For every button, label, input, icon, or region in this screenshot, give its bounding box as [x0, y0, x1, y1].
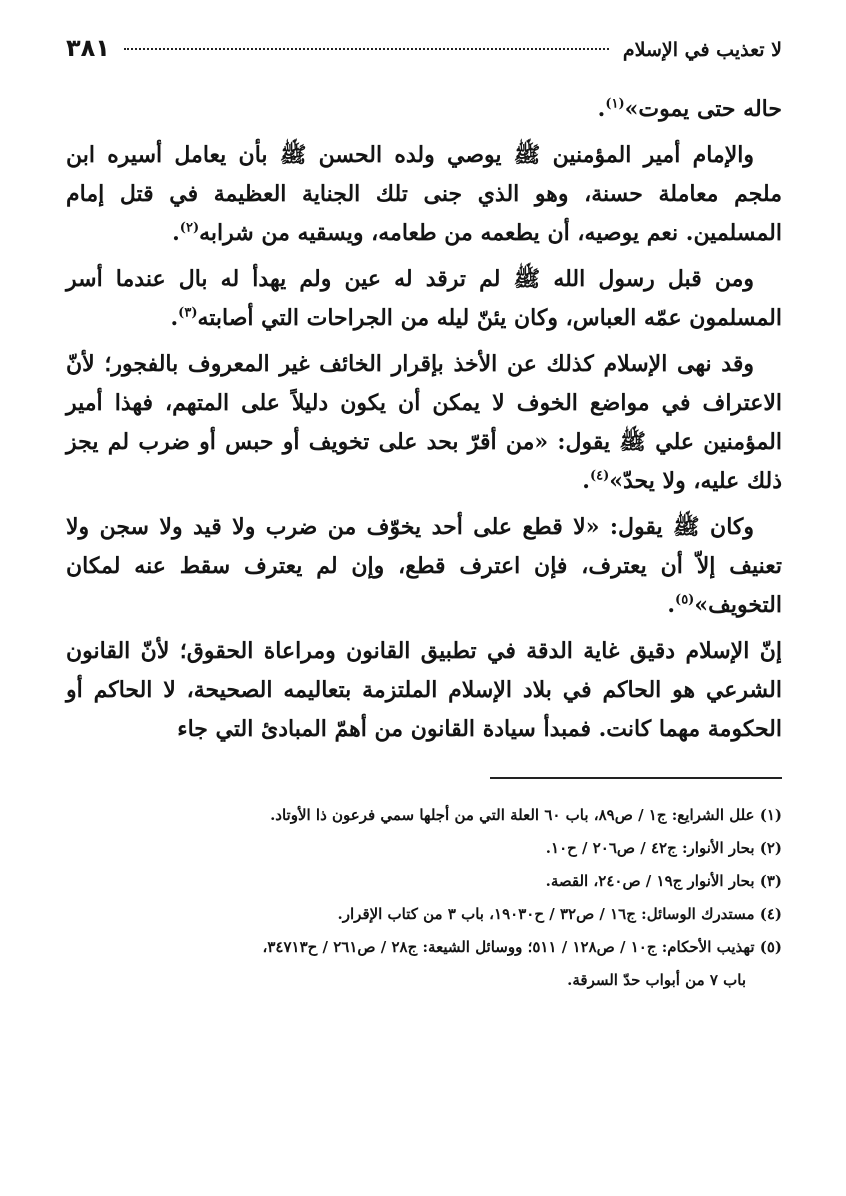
paragraph: [66, 508, 782, 625]
footnote-4: (٤) مستدرك الوسائل: ج١٦ / ص٣٢ / ح١٩٠٣٠، باب ٣ من كتاب الإقرار.: [337, 905, 782, 923]
running-header: [66, 34, 782, 74]
paragraph-tail: .: [172, 220, 180, 246]
paragraph-text: والإمام أمير المؤمنين ﷺ يوصي ولده الحسن ﷺ بأن يعامل أسيره ابن ملجم معاملة حسنة، وهو الذي جنى تلك الجناية العظيمة في قتل إمام المسلمين. نعم يوصيه، أن يطعمه من طعامه، ويسقيه من شرابه: [66, 142, 782, 246]
footnote-ref: (١): [605, 96, 625, 112]
leader-dots: [124, 48, 609, 50]
running-title: لا تعذيب في الإسلام: [622, 39, 782, 61]
footnote-ref: (٣): [178, 305, 198, 321]
footnote-1: (١) علل الشرايع: ج١ / ص٨٩، باب ٦٠ العلة التي من أجلها سمي فرعون ذا الأوتاد.: [270, 806, 782, 824]
paragraph-tail: .: [667, 592, 676, 618]
paragraph-tail: .: [170, 305, 179, 331]
footnote-ref: (٢): [179, 220, 200, 236]
footnote-ref: (٤): [589, 468, 610, 484]
paragraph-text: وقد نهى الإسلام كذلك عن الأخذ بإقرار الخائف غير المعروف بالفجور؛ لأنّ الاعتراف في مواضع الخوف لا يمكن أن يكون دليلاً على المتهم، فهذا أمير المؤمنين علي ﷺ يقول: «من أقرّ بحد على تخويف أو حبس أو ضرب لم يجز ذلك عليه، ولا يحدّ»: [66, 351, 782, 494]
paragraph-tail: .: [582, 468, 590, 494]
paragraph-text: إنّ الإسلام دقيق غاية الدقة في تطبيق القانون ومراعاة الحقوق؛ لأنّ القانون الشرعي هو الحاكم في بلاد الإسلام الملتزمة بتعاليمه الصحيحة، لا الحاكم أو الحكومة مهما كانت. فمبدأ سيادة القانون من أهمّ المبادئ التي جاء: [66, 638, 782, 742]
paragraph: [66, 632, 782, 749]
footnote-3: (٣) بحار الأنوار ج١٩ / ص٢٤٠، القصة.: [545, 872, 782, 890]
paragraph: [66, 90, 782, 129]
paragraph-text: ومن قبل رسول الله ﷺ لم ترقد له عين ولم يهدأ له بال عندما أسر المسلمون عمّه العباس، وكان يئنّ ليله من الجراحات التي أصابته: [66, 266, 782, 331]
footnote-5: (٥) تهذيب الأحكام: ج١٠ / ص١٢٨ / ٥١١؛ ووسائل الشيعة: ج٢٨ / ص٢٦١ / ح٣٤٧١٣،: [262, 938, 782, 956]
footnote-5-continuation: باب ٧ من أبواب حدّ السرقة.: [567, 971, 746, 989]
footnote-2: (٢) بحار الأنوار: ج٤٢ / ص٢٠٦ / ح١٠.: [545, 839, 782, 857]
body-text: [66, 90, 782, 749]
paragraph: [66, 136, 782, 253]
paragraph: [66, 345, 782, 501]
page-number: ٣٨١: [66, 34, 110, 62]
paragraph-text: حاله حتى يموت»: [624, 96, 782, 122]
paragraph: [66, 260, 782, 338]
paragraph-tail: .: [597, 96, 606, 122]
footnotes: [66, 799, 782, 997]
footnote-separator: [490, 777, 782, 779]
footnote-ref: (٥): [675, 592, 695, 608]
paragraph-text: وكان ﷺ يقول: «لا قطع على أحد يخوّف من ضرب ولا قيد ولا سجن ولا تعنيف إلاّ أن يعترف، فإن اعترف قطع، وإن لم يعترف سقط عنه لمكان التخويف»: [66, 514, 782, 618]
